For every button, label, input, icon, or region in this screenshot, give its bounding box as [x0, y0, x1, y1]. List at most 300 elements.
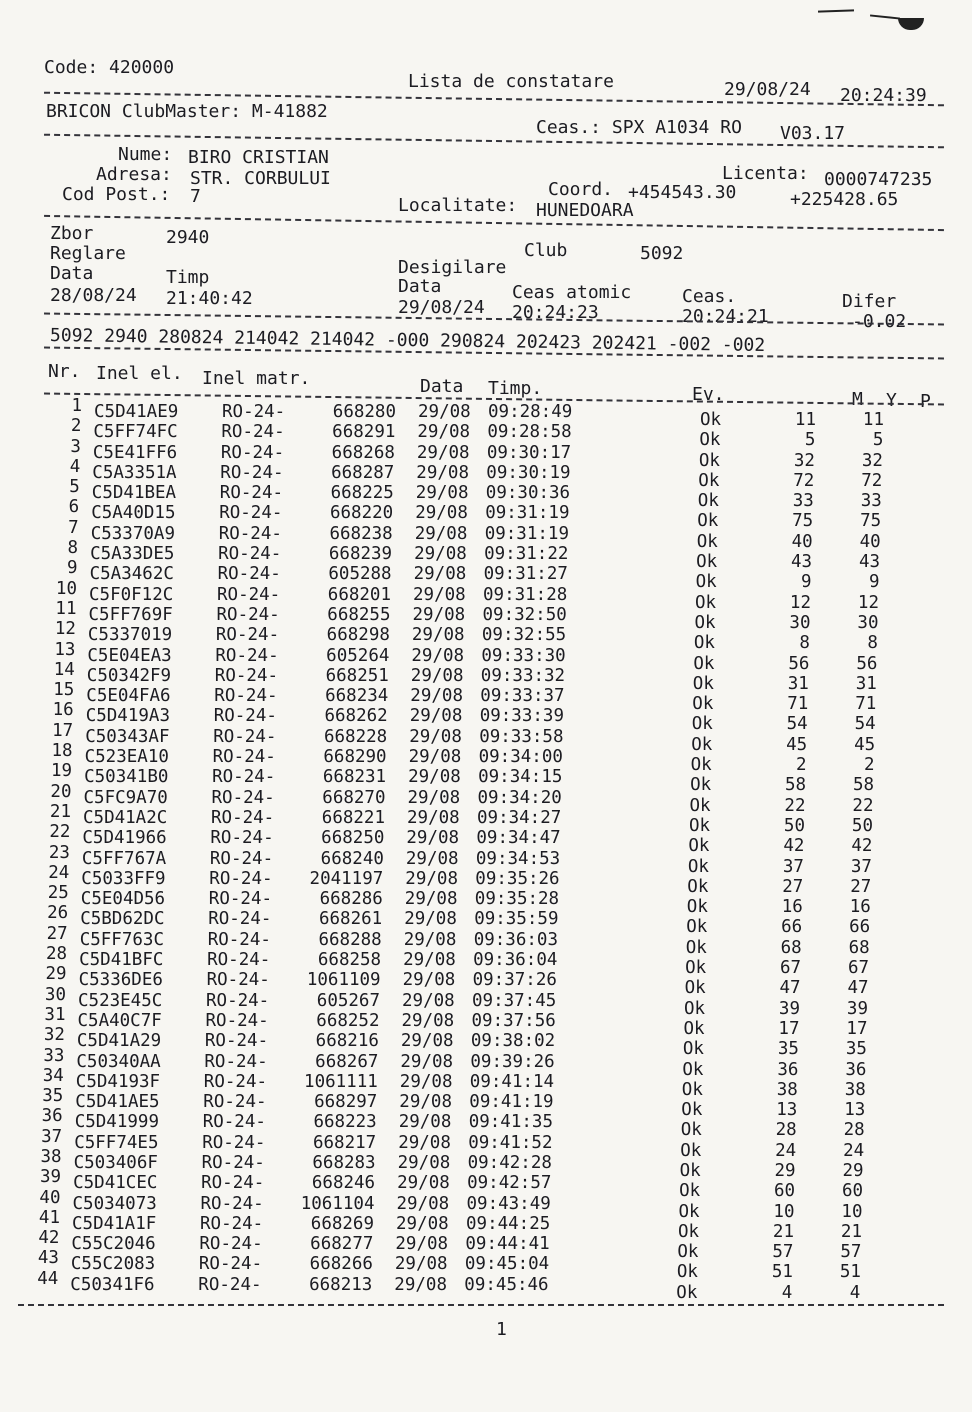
time-cell: 09:36:03: [473, 929, 558, 950]
date-cell: 29/08: [394, 1274, 447, 1295]
y-cell: 36: [845, 1059, 867, 1080]
page-number: 1: [496, 1319, 507, 1340]
electronic-ring-cell: C5D41AE9: [94, 402, 179, 422]
electronic-ring-cell: C5033FF9: [81, 868, 166, 889]
ring-number-cell: 668261: [318, 909, 383, 930]
m-cell: 66: [781, 917, 803, 938]
time-cell: 09:30:17: [486, 442, 572, 463]
time-cell: 09:36:04: [473, 950, 558, 971]
m-cell: 29: [774, 1160, 796, 1181]
clock-label: Ceas.: SPX A1034 RO: [536, 117, 742, 138]
ring-prefix-cell: RO-24-: [208, 909, 272, 930]
row-number: 24: [48, 862, 70, 883]
date-cell: 29/08: [411, 645, 465, 666]
ring-prefix-cell: RO-24-: [220, 462, 284, 483]
ring-prefix-cell: RO-24-: [213, 706, 277, 727]
electronic-ring-cell: C5337019: [87, 625, 173, 646]
time-cell: 09:35:28: [474, 889, 560, 910]
time-cell: 09:32:50: [482, 604, 567, 625]
event-cell: Ok: [676, 1282, 698, 1303]
ring-prefix-cell: RO-24-: [203, 1071, 268, 1092]
m-cell: 54: [786, 714, 808, 735]
y-cell: 11: [862, 410, 884, 430]
y-cell: 12: [857, 592, 879, 613]
date-cell: 29/08: [417, 422, 471, 443]
ring-number-cell: 668297: [314, 1092, 378, 1113]
y-cell: 45: [854, 734, 876, 755]
col-header-event: Ev.: [692, 384, 725, 405]
electronic-ring-cell: C5E41FF6: [92, 442, 178, 463]
code-label: Code: 420000: [44, 57, 175, 78]
m-cell: 31: [787, 673, 809, 694]
ring-number-cell: 668238: [329, 523, 393, 544]
col-header-y: Y: [886, 390, 897, 411]
ring-number-cell: 668213: [309, 1274, 373, 1295]
time-cell: 09:31:19: [484, 523, 569, 544]
row-number: 44: [37, 1268, 59, 1289]
time-cell: 09:34:00: [478, 747, 563, 768]
electronic-ring-cell: C50342F9: [86, 665, 172, 686]
ring-prefix-cell: RO-24-: [217, 564, 281, 585]
time-cell: 09:34:20: [477, 787, 562, 808]
row-number: 2: [70, 416, 82, 437]
ring-prefix-cell: RO-24-: [204, 1031, 269, 1052]
time-cell: 09:30:36: [485, 483, 571, 504]
row-number: 5: [69, 477, 80, 498]
pen-mark-icon: [870, 14, 900, 19]
club-number: 5092: [640, 243, 684, 264]
ring-number-cell: 605267: [316, 990, 380, 1011]
ring-number-cell: 668246: [311, 1173, 376, 1194]
ring-number-cell: 1061104: [300, 1193, 375, 1214]
row-number: 30: [44, 984, 66, 1005]
unsealing-date: 29/08/24: [398, 297, 485, 318]
ring-prefix-cell: RO-24-: [209, 868, 273, 889]
electronic-ring-cell: C5D41A2C: [83, 807, 168, 828]
event-cell: Ok: [681, 1079, 703, 1100]
electronic-ring-cell: C5D41A1F: [72, 1213, 157, 1234]
time-cell: 09:45:46: [464, 1274, 549, 1295]
row-number: 17: [52, 720, 74, 741]
table-row: [0, 436, 971, 471]
postal-code-label: Cod Post.:: [62, 184, 171, 205]
m-cell: 36: [777, 1059, 799, 1080]
owner-name: BIRO CRISTIAN: [188, 147, 329, 168]
event-cell: Ok: [693, 653, 715, 674]
row-number: 19: [51, 761, 73, 782]
event-cell: Ok: [696, 531, 718, 552]
row-number: 41: [38, 1207, 60, 1228]
event-cell: Ok: [689, 815, 711, 836]
row-number: 13: [54, 639, 76, 660]
row-number: 15: [53, 680, 75, 701]
electronic-ring-cell: C523E45C: [78, 990, 163, 1011]
ring-prefix-cell: RO-24-: [201, 1173, 265, 1194]
date-cell: 29/08: [401, 1010, 455, 1031]
ring-prefix-cell: RO-24-: [216, 604, 280, 625]
date-cell: 29/08: [410, 665, 464, 686]
row-number: 6: [68, 497, 80, 518]
y-cell: 10: [841, 1201, 863, 1222]
locality: HUNEDOARA: [536, 200, 634, 221]
time-cell: 09:34:15: [478, 767, 563, 788]
col-header-ring-number: Inel matr.: [202, 368, 311, 389]
ring-number-cell: 668267: [315, 1051, 379, 1072]
time-cell: 09:42:57: [467, 1173, 552, 1194]
date-cell: 29/08: [408, 747, 462, 768]
y-cell: 27: [850, 876, 872, 897]
y-cell: 42: [851, 836, 873, 857]
club-master-label: BRICON ClubMaster: M-41882: [46, 101, 328, 122]
time-cell: 09:44:41: [465, 1234, 550, 1255]
electronic-ring-cell: C5D41A29: [76, 1031, 162, 1052]
event-cell: Ok: [685, 958, 707, 979]
event-cell: Ok: [676, 1262, 698, 1283]
time-cell: 09:37:45: [472, 990, 557, 1011]
ring-prefix-cell: RO-24-: [218, 544, 282, 565]
event-cell: Ok: [678, 1221, 700, 1242]
ring-number-cell: 668270: [322, 787, 386, 808]
time-cell: 09:41:14: [469, 1071, 555, 1092]
m-cell: 2: [796, 755, 807, 776]
y-cell: 35: [845, 1039, 867, 1060]
version-label: V03.17: [780, 123, 846, 144]
electronic-ring-cell: C5FF767A: [81, 848, 167, 869]
row-number: 40: [39, 1187, 61, 1208]
m-cell: 57: [772, 1242, 794, 1263]
flight-number: 2940: [166, 227, 210, 248]
date-cell: 29/08: [403, 950, 456, 971]
ring-prefix-cell: RO-24-: [219, 503, 283, 524]
time-cell: 09:41:19: [469, 1092, 554, 1113]
m-cell: 51: [771, 1262, 793, 1283]
time-cell: 09:41:52: [468, 1132, 553, 1153]
m-cell: 30: [789, 612, 811, 633]
event-cell: Ok: [687, 856, 709, 877]
ring-prefix-cell: RO-24-: [202, 1112, 266, 1133]
ring-prefix-cell: RO-24-: [207, 929, 271, 950]
ring-number-cell: 668268: [331, 442, 395, 463]
ring-number-cell: 668225: [330, 483, 394, 504]
setting-date: 28/08/24: [50, 285, 137, 306]
ring-prefix-cell: RO-24-: [205, 1010, 269, 1031]
ring-number-cell: 668220: [329, 503, 394, 524]
event-cell: Ok: [690, 775, 712, 796]
date-cell: 29/08: [415, 483, 469, 504]
electronic-ring-cell: C5E04EA3: [87, 645, 172, 666]
postal-code: 7: [190, 186, 201, 207]
electronic-ring-cell: C5BD62DC: [80, 909, 165, 930]
electronic-ring-cell: C50341F6: [70, 1274, 155, 1295]
event-cell: Ok: [685, 937, 707, 958]
electronic-ring-cell: C5FF763C: [79, 929, 164, 950]
y-cell: 43: [859, 552, 881, 573]
event-cell: Ok: [686, 917, 708, 938]
col-header-time: Timp.: [488, 378, 543, 399]
ring-prefix-cell: RO-24-: [222, 402, 286, 422]
event-cell: Ok: [689, 795, 711, 816]
row-number: 7: [68, 517, 79, 538]
y-cell: 30: [857, 612, 879, 633]
row-number: 23: [48, 842, 70, 863]
date-cell: 29/08: [394, 1254, 448, 1275]
electronic-ring-cell: C5F0F12C: [89, 584, 174, 605]
divider: [44, 313, 944, 326]
event-cell: Ok: [697, 491, 719, 512]
summary-line: 5092 2940 280824 214042 214042 -000 290824 202423 202421 -002 -002: [49, 325, 766, 356]
date-cell: 29/08: [399, 1092, 452, 1113]
y-cell: 31: [855, 673, 877, 694]
coord-lat: +454543.30: [628, 182, 737, 203]
date-cell: 29/08: [405, 848, 459, 869]
ring-prefix-cell: RO-24-: [215, 625, 280, 646]
ring-prefix-cell: RO-24-: [200, 1193, 264, 1214]
time-cell: 09:41:35: [468, 1112, 553, 1133]
ring-number-cell: 668262: [324, 706, 388, 727]
event-cell: Ok: [678, 1201, 700, 1222]
coord-label: Coord.: [548, 179, 614, 200]
event-cell: Ok: [684, 998, 706, 1019]
table-row: [0, 944, 957, 979]
m-cell: 38: [776, 1079, 798, 1100]
electronic-ring-cell: C523EA10: [84, 747, 169, 768]
time-cell: 09:42:28: [467, 1152, 552, 1173]
row-number: 25: [47, 883, 69, 904]
ring-prefix-cell: RO-24-: [211, 807, 275, 828]
ring-prefix-cell: RO-24-: [212, 747, 276, 768]
event-cell: Ok: [681, 1100, 703, 1121]
time-cell: 09:33:58: [479, 726, 564, 747]
m-cell: 75: [792, 511, 814, 532]
row-number: 10: [55, 578, 77, 599]
m-cell: 68: [780, 937, 802, 958]
ring-prefix-cell: RO-24-: [212, 767, 276, 788]
ring-prefix-cell: RO-24-: [201, 1152, 265, 1173]
ring-number-cell: 668258: [317, 950, 382, 971]
pen-mark-icon: [818, 9, 854, 12]
time-cell: 09:31:22: [484, 544, 569, 565]
date-cell: 29/08: [399, 1071, 453, 1092]
event-cell: Ok: [688, 836, 710, 857]
ring-number-cell: 668288: [318, 929, 382, 950]
m-cell: 47: [779, 978, 801, 999]
ring-number-cell: 668217: [312, 1132, 377, 1153]
ring-number-cell: 668221: [321, 807, 385, 828]
electronic-ring-cell: C5A3462C: [89, 564, 174, 585]
row-number: 35: [42, 1086, 64, 1107]
date-cell: 29/08: [395, 1234, 449, 1255]
address-label: Adresa:: [96, 164, 172, 185]
m-cell: 39: [778, 998, 800, 1019]
ring-number-cell: 668201: [327, 584, 391, 605]
m-cell: 33: [792, 491, 814, 512]
ring-prefix-cell: RO-24-: [207, 950, 271, 971]
event-cell: Ok: [686, 897, 708, 918]
m-cell: 13: [776, 1100, 798, 1121]
event-cell: Ok: [680, 1140, 702, 1161]
electronic-ring-cell: C5D41999: [74, 1112, 159, 1133]
ring-prefix-cell: RO-24-: [214, 665, 279, 686]
time-cell: 09:30:19: [486, 462, 571, 483]
event-cell: Ok: [692, 673, 714, 694]
m-cell: 60: [774, 1181, 796, 1202]
electronic-ring-cell: C55C2083: [70, 1254, 156, 1275]
y-cell: 2: [864, 755, 875, 776]
electronic-ring-cell: C50341B0: [84, 767, 169, 788]
row-number: 9: [67, 558, 78, 579]
time-cell: 09:28:58: [487, 422, 572, 443]
flight-label: Zbor: [50, 223, 94, 244]
ring-number-cell: 1061109: [306, 970, 381, 991]
m-cell: 45: [786, 734, 808, 755]
atomic-clock-time: 20:24:23: [512, 302, 599, 323]
table-row: [0, 396, 972, 430]
m-cell: 16: [781, 897, 803, 918]
time-cell: 09:33:32: [480, 665, 566, 686]
y-cell: 29: [842, 1160, 864, 1181]
unsealing-date-label: Data: [398, 276, 442, 297]
y-cell: 54: [854, 714, 876, 735]
electronic-ring-cell: C5E04D56: [80, 889, 166, 910]
license-number: 0000747235: [824, 169, 933, 190]
row-number: 43: [37, 1248, 59, 1269]
ring-number-cell: 605264: [326, 645, 390, 666]
electronic-ring-cell: C5FF74FC: [93, 422, 178, 443]
ring-number-cell: 668269: [310, 1213, 374, 1234]
ring-prefix-cell: RO-24-: [206, 990, 270, 1011]
date-cell: 29/08: [413, 584, 466, 605]
m-cell: 24: [775, 1140, 797, 1161]
time-cell: 09:43:49: [466, 1193, 551, 1214]
event-cell: Ok: [690, 755, 712, 776]
date-cell: 29/08: [408, 767, 461, 788]
print-date: 29/08/24: [724, 79, 811, 100]
electronic-ring-cell: C55C2046: [71, 1234, 156, 1255]
date-cell: 29/08: [416, 462, 469, 483]
row-number: 38: [40, 1146, 62, 1167]
row-number: 32: [43, 1025, 65, 1046]
unsealing-label: Desigilare: [398, 257, 507, 278]
date-cell: 29/08: [415, 503, 468, 524]
event-cell: Ok: [698, 470, 720, 491]
y-cell: 24: [843, 1140, 865, 1161]
ring-prefix-cell: RO-24-: [218, 523, 282, 544]
license-label: Licenta:: [722, 163, 809, 184]
y-cell: 28: [843, 1120, 865, 1141]
ring-prefix-cell: RO-24-: [210, 828, 274, 849]
electronic-ring-cell: C5FF74E5: [74, 1132, 159, 1153]
electronic-ring-cell: C5336DE6: [78, 970, 163, 991]
date-cell: 29/08: [404, 889, 458, 910]
ring-number-cell: 668290: [323, 747, 387, 768]
col-header-p: P: [920, 391, 931, 412]
date-cell: 29/08: [407, 787, 461, 808]
electronic-ring-cell: C5E04FA6: [86, 686, 171, 707]
event-cell: Ok: [700, 410, 722, 430]
m-cell: 67: [780, 958, 802, 979]
event-cell: Ok: [694, 612, 716, 633]
electronic-ring-cell: C5D41CEC: [73, 1173, 158, 1194]
date-cell: 29/08: [409, 706, 463, 727]
setting-label: Reglare: [50, 243, 126, 264]
y-cell: 50: [851, 815, 873, 836]
date-cell: 29/08: [396, 1213, 449, 1234]
date-cell: 29/08: [397, 1173, 450, 1194]
m-cell: 42: [783, 836, 805, 857]
electronic-ring-cell: C5FF769F: [88, 604, 173, 625]
ring-number-cell: 668286: [319, 889, 383, 910]
y-cell: 9: [869, 572, 880, 593]
time-cell: 09:31:19: [485, 503, 570, 524]
time-cell: 09:37:56: [471, 1010, 556, 1031]
ring-number-cell: 2041197: [309, 868, 384, 889]
time-cell: 09:28:49: [488, 402, 573, 422]
event-cell: Ok: [691, 714, 713, 735]
divider: [18, 1304, 944, 1306]
ring-number-cell: 668223: [313, 1112, 377, 1133]
y-cell: 22: [852, 795, 874, 816]
y-cell: 40: [859, 531, 881, 552]
setting-date-label: Data: [50, 263, 94, 284]
event-cell: Ok: [679, 1160, 701, 1181]
electronic-ring-cell: C5D4193F: [75, 1071, 161, 1092]
ring-prefix-cell: RO-24-: [203, 1092, 267, 1113]
date-cell: 29/08: [402, 990, 455, 1011]
m-cell: 37: [782, 856, 804, 877]
m-cell: 27: [782, 876, 804, 897]
event-cell: Ok: [697, 511, 719, 532]
difference-label: Difer: [842, 291, 897, 312]
row-number: 11: [55, 598, 77, 619]
row-number: 36: [41, 1106, 63, 1127]
time-cell: 09:35:59: [474, 909, 559, 930]
ring-number-cell: 668240: [320, 848, 384, 869]
table-row: [0, 801, 961, 836]
col-header-nr: Nr.: [48, 361, 81, 382]
ring-prefix-cell: RO-24-: [198, 1254, 263, 1275]
y-cell: 4: [849, 1282, 861, 1303]
event-cell: Ok: [677, 1242, 699, 1263]
m-cell: 17: [778, 1018, 800, 1039]
ring-number-cell: 668277: [310, 1234, 374, 1255]
coord-lon: +225428.65: [790, 189, 899, 210]
row-number: 14: [53, 659, 75, 680]
m-cell: 5: [804, 430, 816, 451]
ring-number-cell: 668228: [323, 726, 388, 747]
ring-number-cell: 668239: [328, 544, 393, 565]
ring-prefix-cell: RO-24-: [214, 686, 278, 707]
m-cell: 8: [799, 633, 810, 654]
event-cell: Ok: [695, 592, 717, 613]
time-cell: 09:39:26: [470, 1051, 555, 1072]
row-number: 28: [46, 944, 68, 965]
y-cell: 16: [849, 897, 871, 918]
time-cell: 09:38:02: [470, 1031, 556, 1052]
col-header-electronic-ring: Inel el.: [96, 363, 183, 384]
electronic-ring-cell: C5D41966: [82, 828, 167, 849]
ring-prefix-cell: RO-24-: [217, 584, 281, 605]
ring-prefix-cell: RO-24-: [215, 645, 279, 666]
m-cell: 56: [788, 653, 810, 674]
date-cell: 29/08: [411, 625, 465, 646]
atomic-clock-label: Ceas atomic: [512, 282, 632, 303]
m-cell: 71: [787, 694, 809, 715]
locality-label: Localitate:: [398, 195, 518, 216]
time-cell: 09:33:30: [481, 645, 566, 666]
row-number: 1: [71, 396, 82, 416]
electronic-ring-cell: C5FC9A70: [83, 787, 168, 808]
ring-prefix-cell: RO-24-: [221, 422, 285, 443]
